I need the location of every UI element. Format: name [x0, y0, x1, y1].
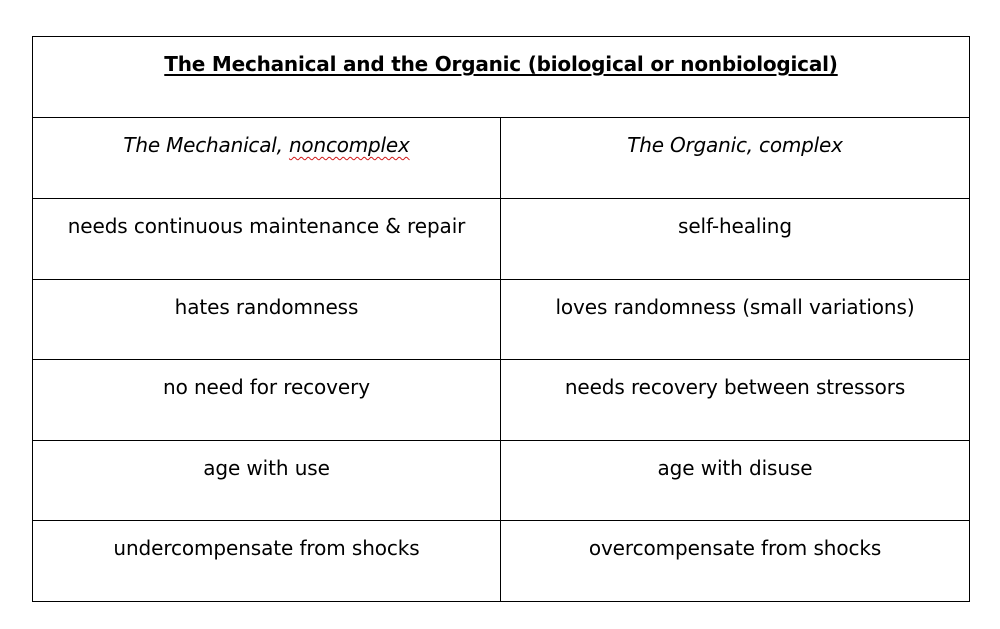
- header-mechanical: [123, 133, 409, 157]
- mechanical-text: age with use: [203, 455, 330, 480]
- organic-cell: [501, 521, 970, 602]
- header-mechanical-prefix: The Mechanical,: [123, 133, 289, 157]
- organic-text: self-healing: [678, 214, 792, 238]
- mechanical-text: hates randomness: [174, 294, 359, 319]
- header-organic: The Organic, complex: [627, 133, 843, 157]
- table-row: [33, 199, 970, 280]
- mechanical-text: needs continuous maintenance & repair: [67, 214, 466, 238]
- header-cell-organic: [501, 118, 970, 199]
- table-row: [33, 360, 970, 441]
- organic-text: loves randomness (small variations): [555, 294, 915, 319]
- organic-cell: [501, 360, 970, 441]
- mechanical-cell: [33, 279, 501, 360]
- comparison-table: [32, 36, 970, 602]
- mechanical-text: no need for recovery: [163, 375, 370, 399]
- mechanical-text: undercompensate from shocks: [113, 536, 420, 560]
- header-mechanical-flagged-word[interactable]: noncomplex: [288, 133, 410, 157]
- organic-text: age with disuse: [657, 455, 813, 480]
- title-row: [33, 37, 970, 118]
- header-row: [33, 118, 970, 199]
- table-row: [33, 440, 970, 521]
- table-title: The Mechanical and the Organic (biological or nonbiological): [164, 52, 838, 76]
- mechanical-cell: [33, 360, 501, 441]
- mechanical-cell: [33, 199, 501, 280]
- mechanical-cell: [33, 521, 501, 602]
- organic-text: overcompensate from shocks: [588, 536, 882, 560]
- organic-cell: [501, 199, 970, 280]
- header-cell-mechanical: [33, 118, 501, 199]
- table-row: [33, 521, 970, 602]
- organic-cell: [501, 440, 970, 521]
- mechanical-cell: [33, 440, 501, 521]
- table-row: [33, 279, 970, 360]
- organic-cell: [501, 279, 970, 360]
- organic-text: needs recovery between stressors: [564, 375, 906, 399]
- title-cell: [33, 37, 970, 118]
